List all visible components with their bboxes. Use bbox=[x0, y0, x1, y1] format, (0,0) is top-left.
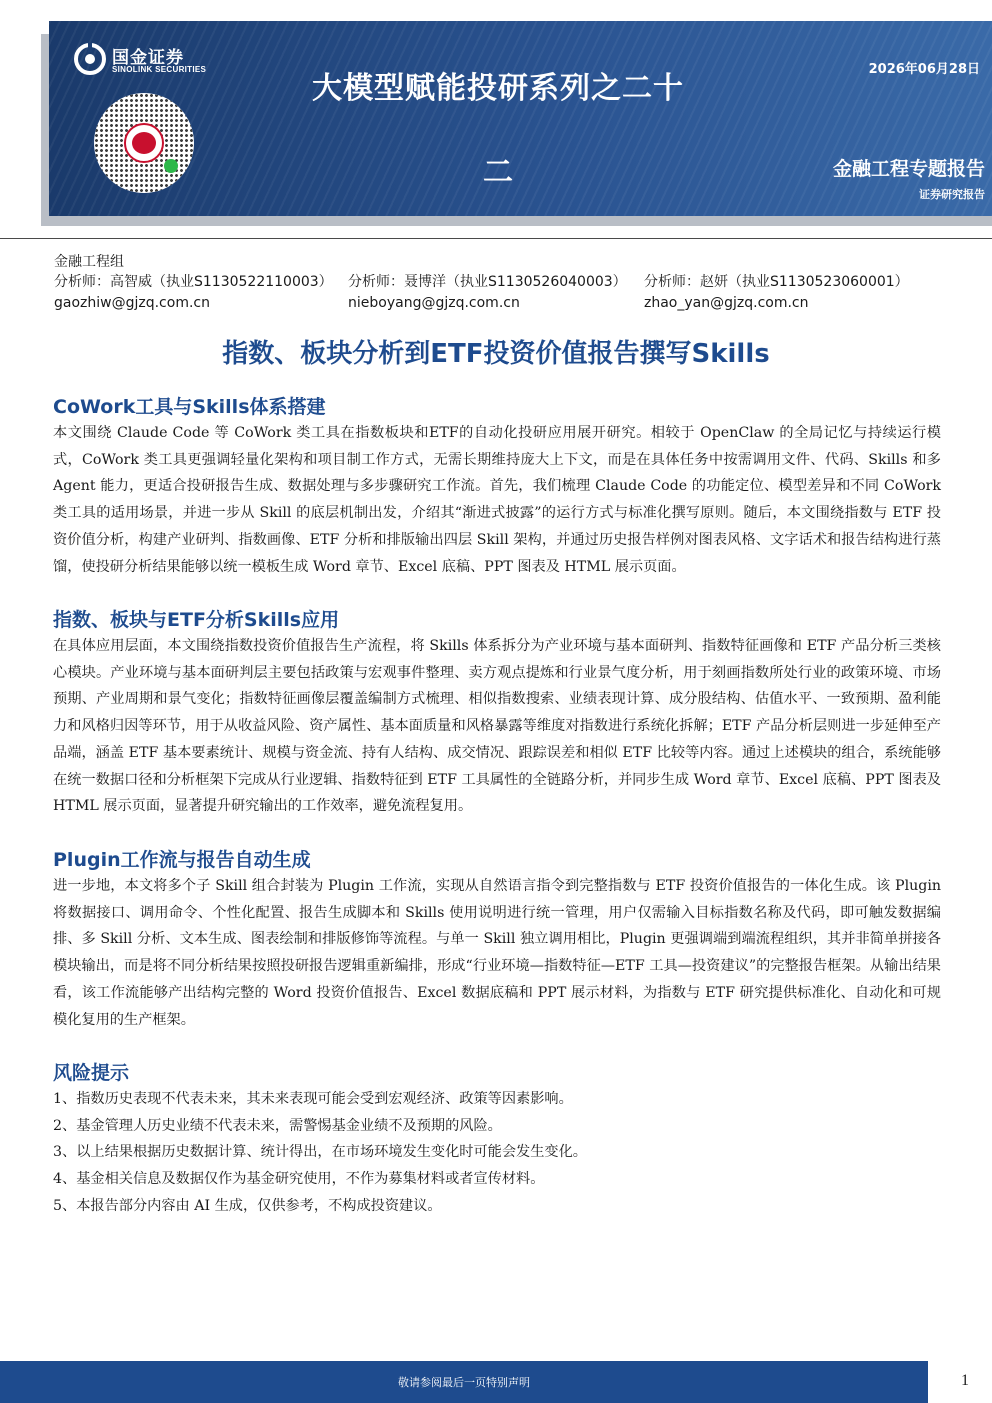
logo-name-en: SINOLINK SECURITIES bbox=[112, 65, 207, 74]
risk-list bbox=[53, 1086, 941, 1220]
company-logo bbox=[74, 41, 234, 77]
section-heading: 指数、板块与ETF分析Skills应用 bbox=[53, 609, 340, 631]
section-plugin-workflow bbox=[53, 847, 941, 1033]
logo-name-cn: 国金证券 bbox=[112, 48, 184, 68]
author-1-email[interactable]: gaozhiw@gjzq.com.cn bbox=[54, 295, 210, 311]
author-2-cert: 分析师：聂博洋（执业S1130526040003） bbox=[348, 274, 627, 290]
author-1-cert: 分析师：高智威（执业S1130522110003） bbox=[54, 274, 333, 290]
footer-disclaimer: 敬请参阅最后一页特别声明 bbox=[398, 1376, 530, 1389]
report-title: 指数、板块分析到ETF投资价值报告撰写Skills bbox=[222, 339, 770, 369]
author-2-email[interactable]: nieboyang@gjzq.com.cn bbox=[348, 295, 520, 311]
qr-center-mark bbox=[132, 132, 156, 154]
section-heading: 风险提示 bbox=[53, 1062, 130, 1084]
author-3-cert: 分析师：赵妍（执业S1130523060001） bbox=[644, 274, 909, 290]
section-body: 在具体应用层面，本文围绕指数投资价值报告生产流程，将 Skills 体系拆分为产业环境与基本面研判、指数特征画像和 ETF 产品分析三类核心模块。产业环境与基本面研判层主要包括政策与宏观事件整理、卖方观点提炼和行业景气度分析，用于刻画指数所处行业的政策环境、市场预期、产业周期和景气变化；指数特征画像层覆盖编制方式梳理、相似指数搜索、业绩表现计算、成分股结构、估值水平、一致预期、盈利能力和风格归因等环节，用于从收益风险、资产属性、基本面质量和风格暴露等维度对指数进行系统化拆解；ETF 产品分析层则进一步延伸至产品端，涵盖 ETF 基本要素统计、规模与资金流、持有人结构、成交情况、跟踪误差和相似 ETF 比较等内容。通过上述模块的组合，系统能够在统一数据口径和分析框架下完成从行业逻辑、指数特征到 ETF 工具属性的全链路分析，并同步生成 Word 章节、Excel 底稿、PPT 图表及 HTML 展示页面，显著提升研究输出的工作效率，避免流程复用。 bbox=[53, 638, 941, 815]
section-heading: Plugin工作流与报告自动生成 bbox=[53, 849, 311, 871]
section-body: 进一步地，本文将多个子 Skill 组合封装为 Plugin 工作流，实现从自然语言指令到完整指数与 ETF 投资价值报告的一体化生成。该 Plugin 将数据接口、调用命令、个性化配置、报告生成脚本和 Skills 使用说明进行统一管理，用户仅需输入目标指数名称及代码，即可触发数据编排、多 Skill 分析、文本生成、图表绘制和排版修饰等流程。与单一 Skill 独立调用相比，Plugin 更强调端到端流程组织，其并非简单拼接各模块输出，而是将不同分析结果按照投研报告逻辑重新编排，形成“行业环境—指数特征—ETF 工具—投资建议”的完整报告框架。从输出结果看，该工作流能够产出结构完整的 Word 投资价值报告、Excel 数据底稿和 PPT 展示材料，为指数与 ETF 研究提供标准化、自动化和可规模化复用的生产框架。 bbox=[53, 878, 941, 1028]
header-divider bbox=[0, 238, 992, 239]
report-date: 2026年06月28日 bbox=[868, 62, 980, 77]
author-3 bbox=[644, 272, 909, 314]
qr-center-logo bbox=[124, 123, 164, 163]
author-1 bbox=[54, 272, 333, 314]
risk-item: 3、以上结果根据历史数据计算、统计得出，在市场环境发生变化时可能会发生变化。 bbox=[53, 1144, 587, 1161]
series-title-continued: 二 bbox=[483, 155, 513, 190]
section-risk bbox=[53, 1060, 941, 1220]
page-number: 1 bbox=[961, 1372, 969, 1389]
author-3-email[interactable]: zhao_yan@gjzq.com.cn bbox=[644, 295, 809, 311]
team-name: 金融工程组 bbox=[54, 254, 124, 270]
risk-item: 4、基金相关信息及数据仅作为基金研究使用，不作为募集材料或者宣传材料。 bbox=[53, 1171, 545, 1188]
section-skills-application bbox=[53, 607, 941, 820]
risk-item: 1、指数历史表现不代表未来，其未来表现可能会受到宏观经济、政策等因素影响。 bbox=[53, 1091, 573, 1107]
section-cowork bbox=[53, 394, 941, 580]
sinolink-logo-icon bbox=[74, 43, 106, 75]
risk-item: 5、本报告部分内容由 AI 生成，仅供参考，不构成投资建议。 bbox=[53, 1197, 442, 1214]
section-heading: CoWork工具与Skills体系搭建 bbox=[53, 396, 326, 418]
author-2 bbox=[348, 272, 627, 314]
report-type: 金融工程专题报告 bbox=[832, 158, 985, 180]
section-body: 本文围绕 Claude Code 等 CoWork 类工具在指数板块和ETF的自动化投研应用展开研究。相较于 OpenClaw 的全局记忆与持续运行模式，CoWork 类工具更强调轻量化架构和项目制工作方式，无需长期维持庞大上下文，而是在具体任务中按需调用文件、代码、Skills 和多 Agent 能力，更适合投研报告生成、数据处理与多步骤研究工作流。首先，我们梳理 Claude Code 的功能定位、模型差异和不同 CoWork 类工具的适用场景，并进一步从 Skill 的底层机制出发，介绍其“渐进式披露”的运行方式与标准化撰写原则。随后，本文围绕指数与 ETF 投资价值分析，构建产业研判、指数画像、ETF 分析和排版输出四层 Skill 架构，并通过历史报告样例对图表风格、文字话术和报告结构进行蒸馏，使投研分析结果能够以统一模板生成 Word 章节、Excel 底稿、PPT 图表及 HTML 展示页面。 bbox=[53, 425, 941, 575]
risk-item: 2、基金管理人历史业绩不代表未来，需警惕基金业绩不及预期的风险。 bbox=[53, 1117, 502, 1134]
qr-badge-icon bbox=[164, 159, 178, 173]
series-title: 大模型赋能投研系列之二十 bbox=[312, 71, 684, 106]
qr-code-icon bbox=[94, 93, 194, 193]
report-subtype: 证券研究报告 bbox=[919, 188, 985, 201]
